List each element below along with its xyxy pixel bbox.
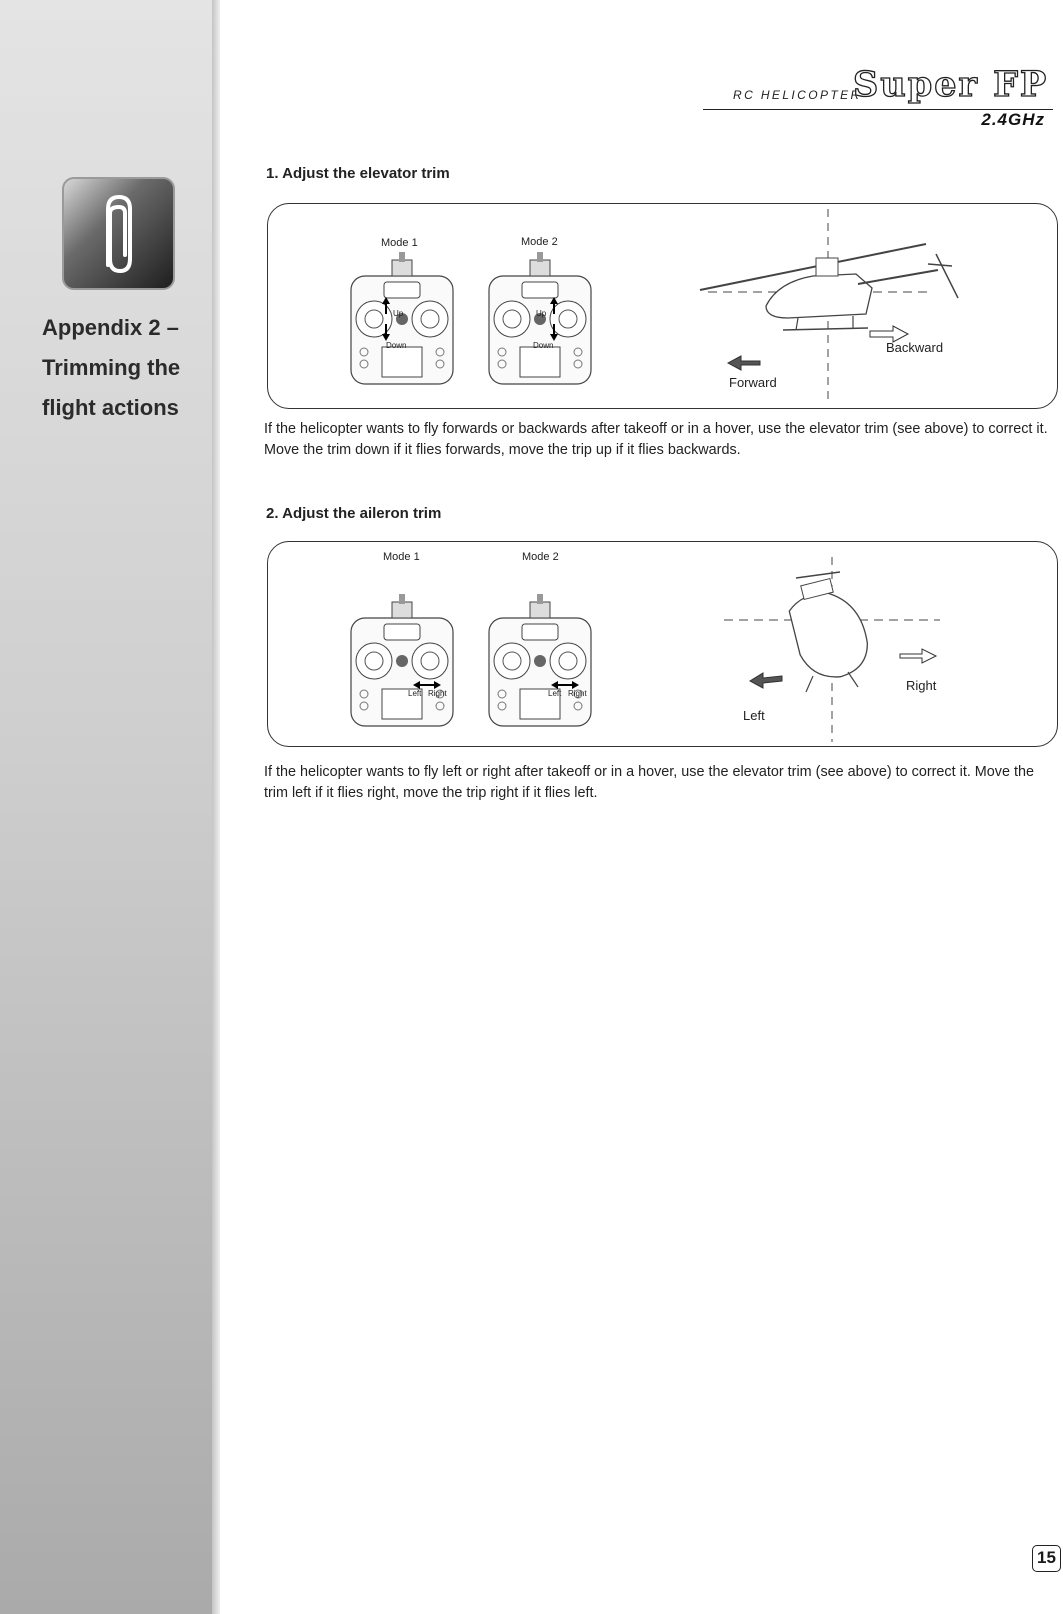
mode2-label: Mode 2: [522, 551, 559, 563]
sidebar-title-line: Trimming the: [42, 355, 181, 380]
trim-down-label: Down: [533, 341, 554, 350]
trim-up-label: Up: [536, 309, 547, 318]
aileron-description: If the helicopter wants to fly left or right after takeoff or in a hover, use the elevator trim (see above) to correct it. Move the trim left if it flies right, move the trip right if it flies left.: [264, 764, 1035, 801]
page-header: [703, 62, 1055, 132]
trim-right-label: Right: [568, 689, 587, 698]
mode2-label: Mode 2: [521, 236, 558, 248]
page-number: 15: [1032, 1545, 1061, 1572]
frequency-label: 2.4GHz: [981, 110, 1045, 129]
header-subtitle: RC HELICOPTER: [733, 88, 862, 102]
elevator-trim-figure: [267, 203, 1058, 409]
trim-left-label: Left: [548, 689, 562, 698]
sidebar-edge: [212, 0, 220, 1614]
transmitter-mode2: [489, 252, 591, 384]
transmitter-mode1: [351, 252, 453, 384]
left-direction-label: Left: [743, 708, 765, 723]
trim-right-label: Right: [428, 689, 447, 698]
trim-left-label: Left: [408, 689, 422, 698]
sidebar-title-line: flight actions: [42, 395, 179, 420]
mode1-label: Mode 1: [381, 237, 418, 249]
transmitter-mode1: [351, 594, 453, 726]
right-direction-label: Right: [906, 678, 937, 693]
section-heading-aileron: 2. Adjust the aileron trim: [266, 505, 442, 522]
forward-label: Forward: [729, 375, 777, 390]
backward-label: Backward: [886, 340, 944, 355]
sidebar-title-line: Appendix 2 –: [42, 315, 179, 340]
trim-up-label: Up: [393, 309, 404, 318]
transmitter-mode2: [489, 594, 591, 726]
section-heading-elevator: 1. Adjust the elevator trim: [266, 165, 450, 182]
brand-logo: Super FP: [853, 64, 1049, 105]
sidebar-title: [42, 308, 207, 428]
aileron-trim-figure: [267, 541, 1058, 747]
paperclip-icon: [62, 177, 175, 290]
elevator-description: If the helicopter wants to fly forwards or backwards after takeoff or in a hover, use the elevator trim (see above) to correct it. Move the trim down if it flies forwards, move the trip up if it flies backwards.: [264, 421, 1048, 458]
trim-down-label: Down: [386, 341, 407, 350]
mode1-label: Mode 1: [383, 551, 420, 563]
